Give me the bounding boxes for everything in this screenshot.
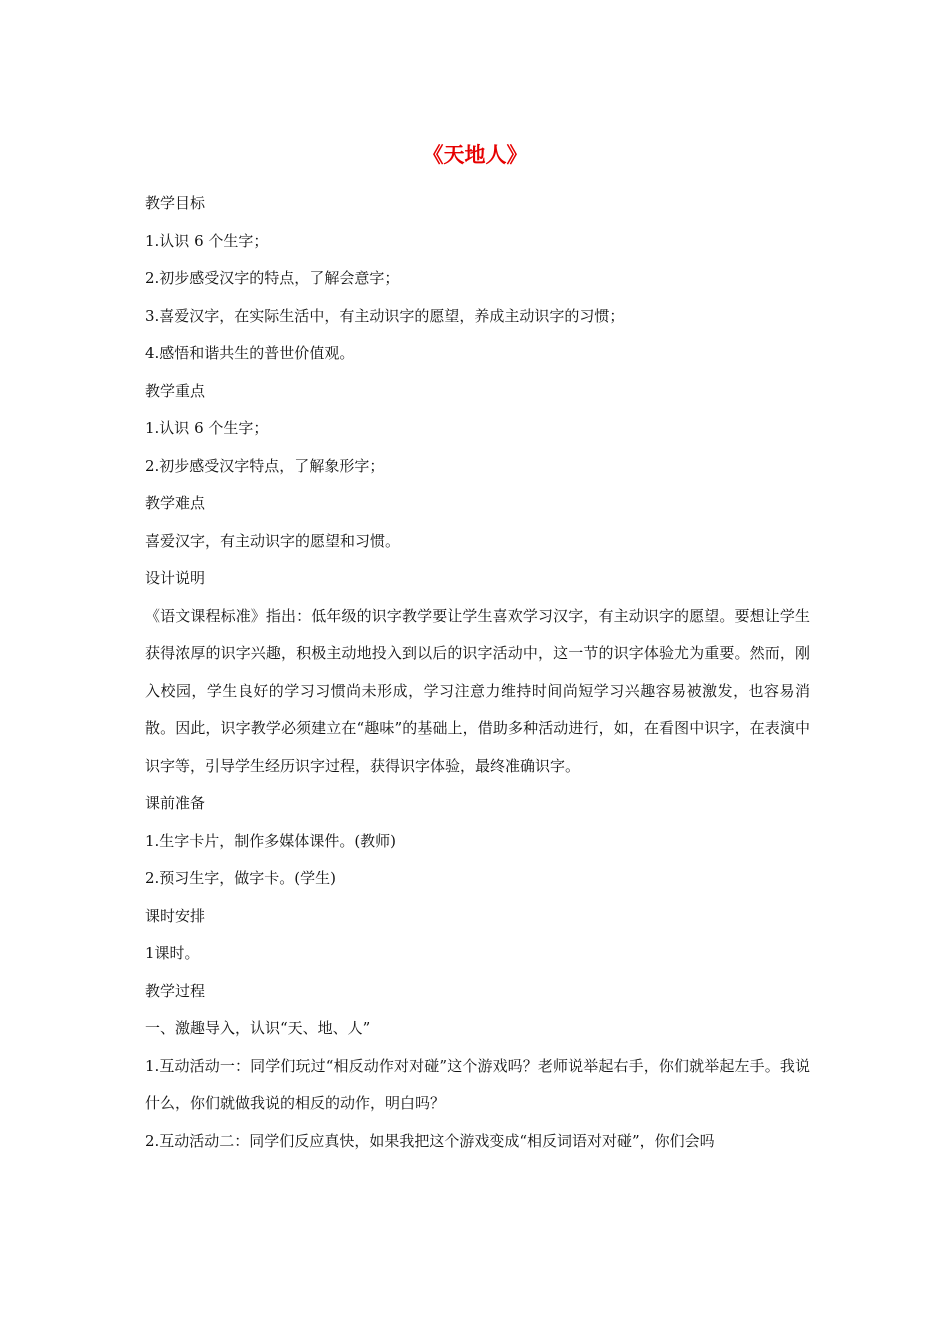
schedule-text: 1课时。 [145,944,200,962]
process-step-1-heading: 一、激趣导入，认识“天、地、人” [145,1019,371,1037]
document-body [145,185,810,1160]
activity-2-paragraph: 2.互动活动二：同学们反应真快，如果我把这个游戏变成“相反词语对对碰”，你们会吗 [145,1131,715,1150]
heading-teaching-goals: 教学目标 [145,194,206,212]
focus-item-1: 1.认识 6 个生字； [145,419,269,437]
preparation-item-2: 2.预习生字，做字卡。(学生) [145,869,337,887]
heading-design-notes: 设计说明 [145,569,206,587]
heading-preparation: 课前准备 [145,794,206,812]
focus-item-2: 2.初步感受汉字特点，了解象形字； [145,456,385,475]
design-notes-paragraph: 《语文课程标准》指出：低年级的识字教学要让学生喜欢学习汉字，有主动识字的愿望。要想让学生获得浓厚的识字兴趣，积极主动地投入到以后的识字活动中，这一节的识字体验尤为重要。然而，刚入校园，学生良好的学习习惯尚未形成，学习注意力维持时间尚短学习兴趣容易被激发，也容易消散。因此，识字教学必须建立在“趣味”的基础上，借助多种活动进行，如，在看图中识字，在表演中识字等，引导学生经历识字过程，获得识字体验，最终准确识字。 [145,606,810,775]
activity-1-paragraph: 1.互动活动一：同学们玩过“相反动作对对碰”这个游戏吗？老师说举起右手，你们就举起左手。我说什么，你们就做我说的相反的动作，明白吗？ [145,1056,810,1112]
goal-item-4: 4.感悟和谐共生的普世价值观。 [145,344,355,362]
goal-item-1: 1.认识 6 个生字； [145,231,269,250]
heading-teaching-process: 教学过程 [145,981,206,1000]
heading-teaching-focus: 教学重点 [145,381,206,400]
difficulty-text: 喜爱汉字，有主动识字的愿望和习惯。 [145,531,401,550]
heading-schedule: 课时安排 [145,906,206,925]
goal-item-3: 3.喜爱汉字，在实际生活中，有主动识字的愿望，养成主动识字的习惯； [145,306,625,325]
document-title: 《天地人》 [422,143,528,167]
goal-item-2: 2.初步感受汉字的特点，了解会意字； [145,269,400,287]
preparation-item-1: 1.生字卡片，制作多媒体课件。(教师) [145,831,397,850]
heading-teaching-difficulty: 教学难点 [145,494,206,512]
